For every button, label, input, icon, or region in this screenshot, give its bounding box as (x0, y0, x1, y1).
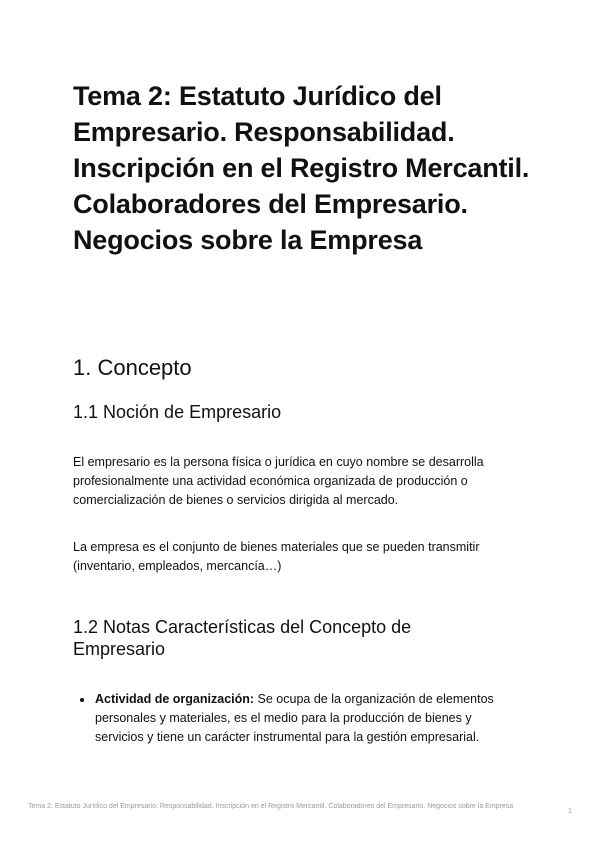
list-item (73, 690, 513, 747)
bullet-text: Se ocupa de la organización de elementos personales y materiales, es el medio para la producción de bienes y servicios y tiene un carácter instrumental para la gestión empresarial. (95, 692, 494, 744)
document-header (73, 78, 543, 258)
page-title: Tema 2: Estatuto Jurídico del Empresario. Responsabilidad. Inscripción en el Registro Mercantil. Colaboradores del Empresario. Negocios sobre la Empresa (73, 81, 530, 255)
section-heading-concepto: 1. Concepto (73, 355, 192, 380)
bullet-term: Actividad de organización: (95, 692, 255, 706)
subsection-heading-notas: 1.2 Notas Características del Concepto de Empresario (73, 617, 412, 659)
bullet-icon (80, 698, 84, 702)
subsection-heading-nocion: 1.1 Noción de Empresario (73, 402, 282, 422)
paragraph-empresario-definition: El empresario es la persona física o jurídica en cuyo nombre se desarrolla profesionalmente una actividad económica organizada de producción o comercialización de bienes o servicios dirigida al mercado. (73, 455, 484, 507)
footer-running-title: Tema 2: Estatuto Jurídico del Empresario. Responsabilidad. Inscripción en el Registro Mercantil. Colaboradores del Empresario. Negocios sobre la Empresa (28, 803, 514, 810)
paragraph-empresa-definition: La empresa es el conjunto de bienes materiales que se pueden transmitir (inventario, empleados, mercancía…) (73, 540, 480, 573)
page-number: 1 (568, 808, 572, 815)
characteristics-list (73, 690, 513, 747)
